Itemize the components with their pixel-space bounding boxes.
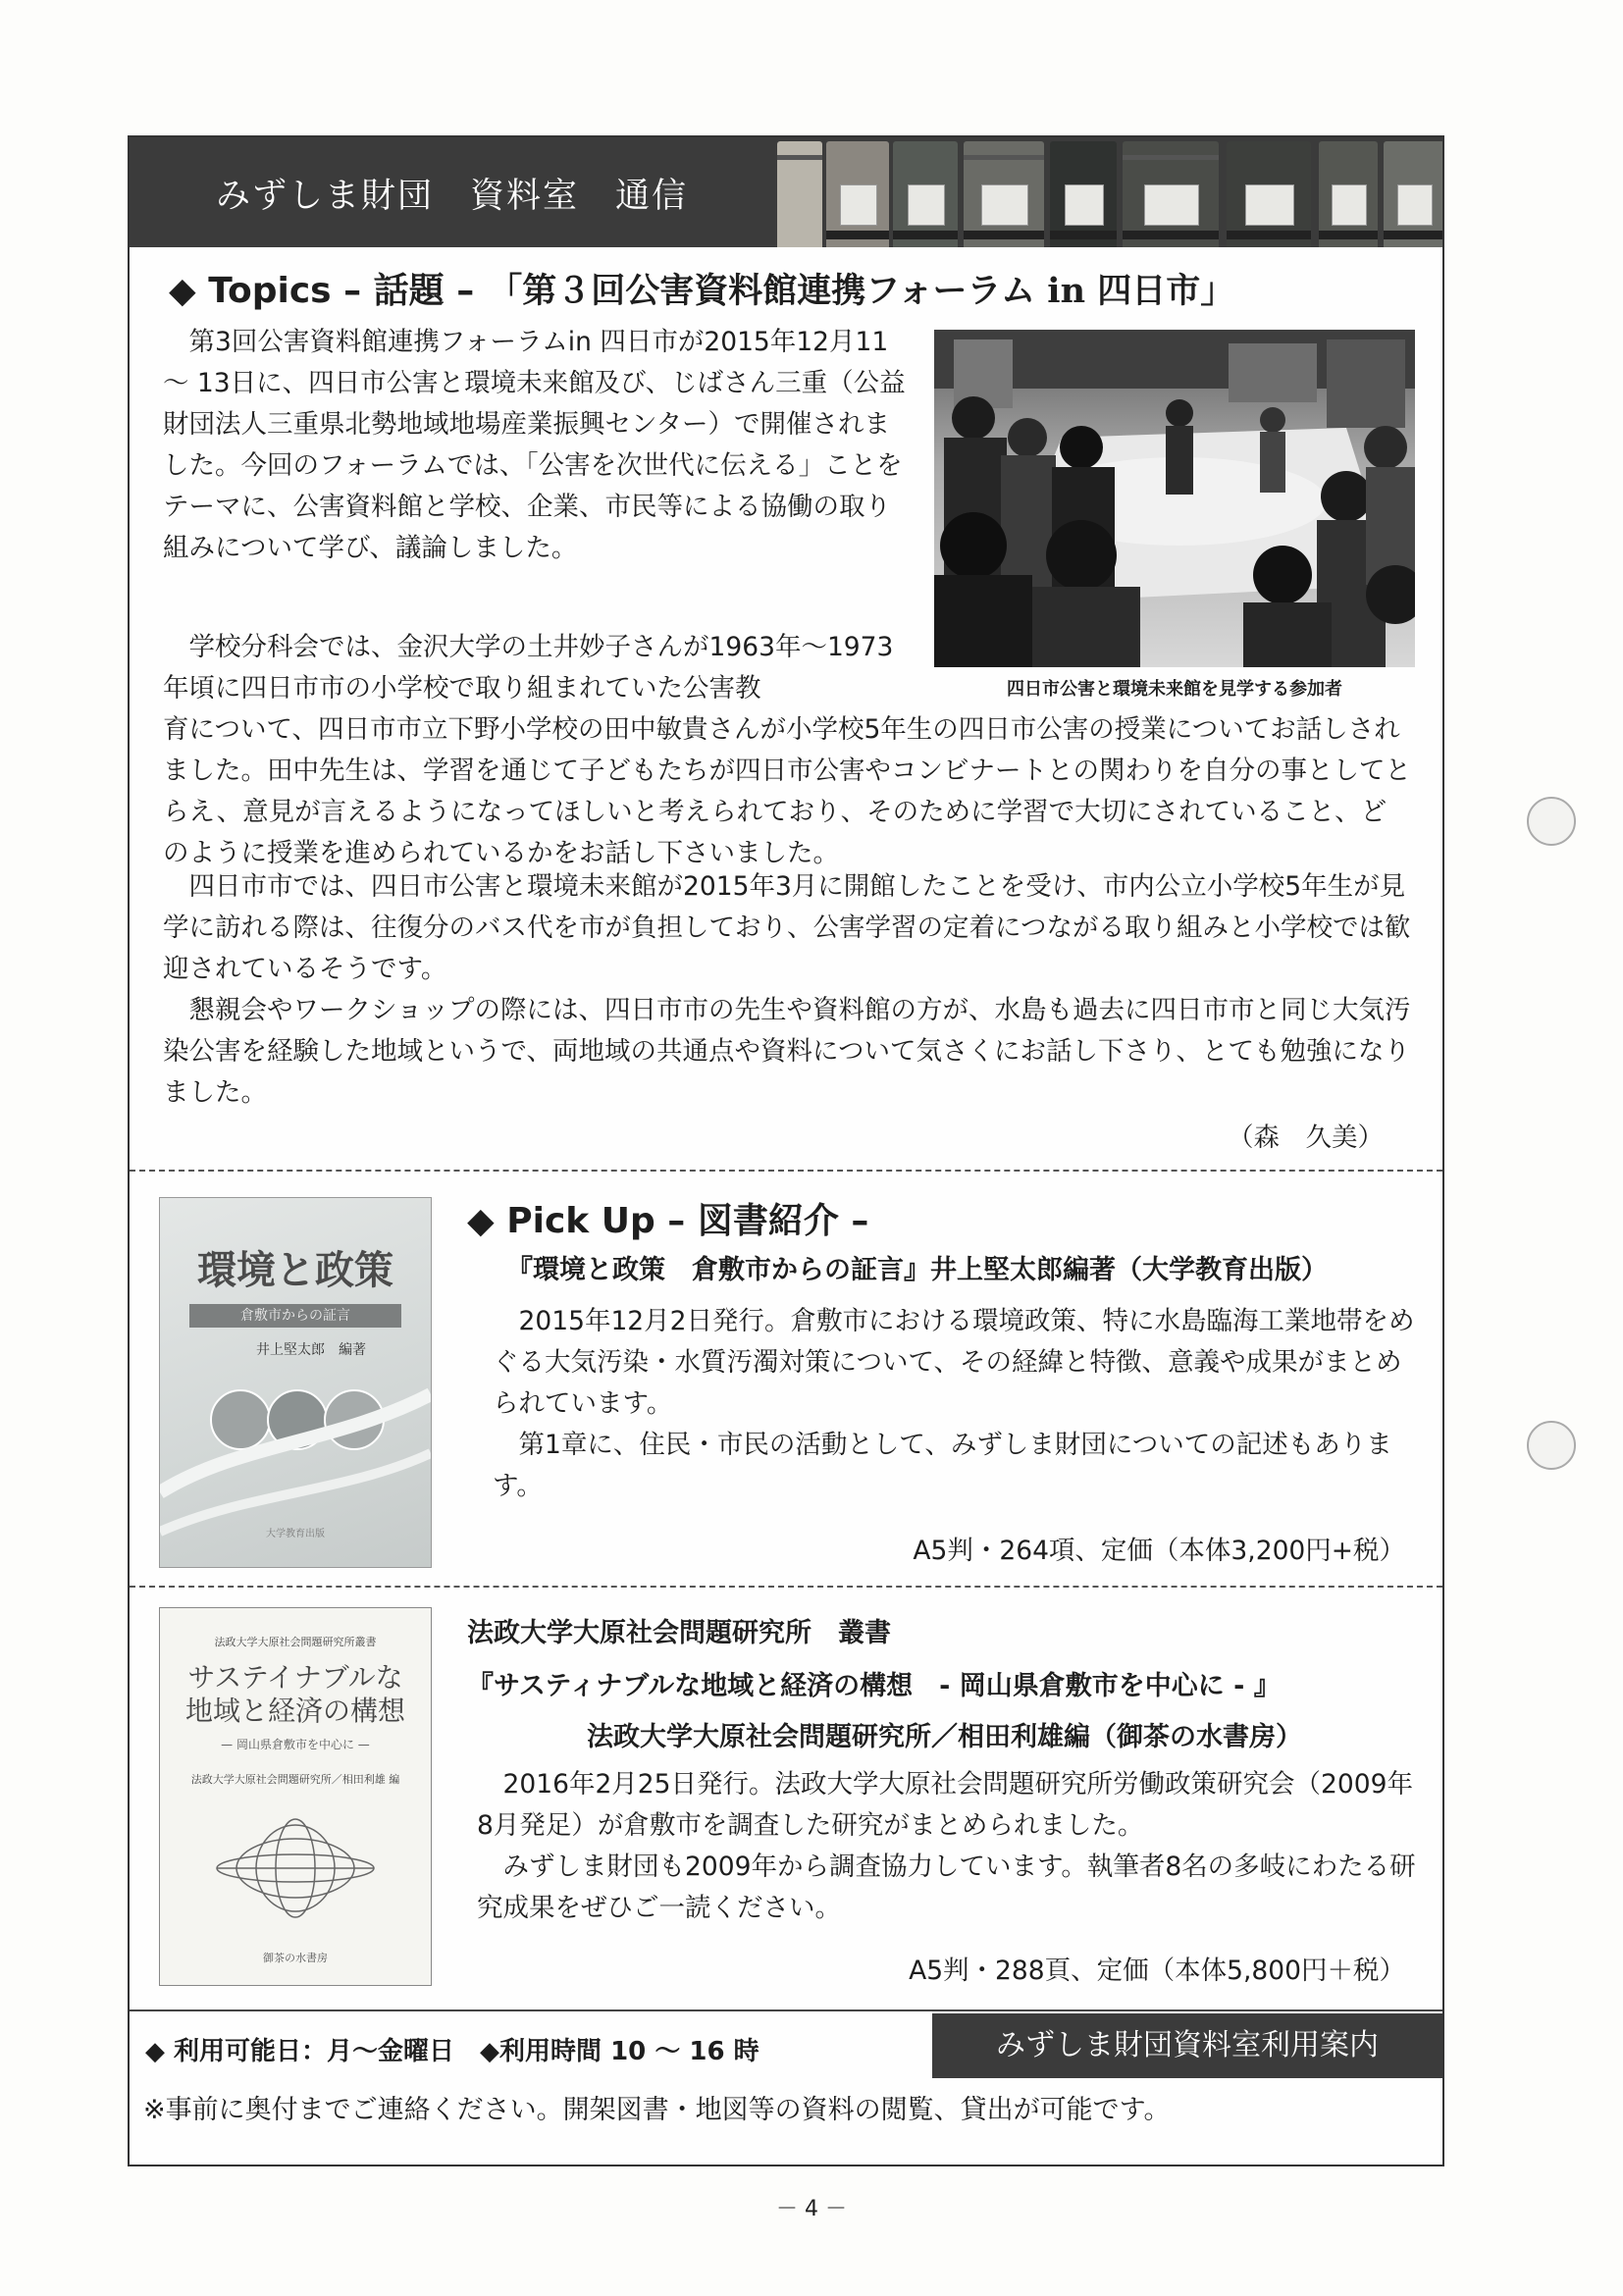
section-divider <box>130 1170 1442 1172</box>
opening-hours: ◆ 利用可能日：月～金曜日 ◆利用時間 10 ～ 16 時 <box>145 2037 759 2066</box>
cover-title: サステイナブルな 地域と経済の構想 <box>184 1661 405 1727</box>
cover-publisher: 大学教育出版 <box>266 1529 325 1539</box>
topics-paragraph: 懇親会やワークショップの際には、四日市市の先生や資料館の方が、水島も過去に四日市市と同じ大気汚染公害を経験した地域というで、両地域の共通点や資料について気さくにお話し下さり、とても勉強になりました。 <box>163 995 1411 1108</box>
footer-divider <box>130 2009 1442 2011</box>
book1-title: 『環境と政策 倉敷市からの証言』井上堅太郎編著（大学教育出版） <box>506 1255 1328 1285</box>
cover-subtitle: — 岡山県倉敷市を中心に — <box>221 1738 370 1751</box>
forum-photo <box>934 330 1415 667</box>
cover-subtitle: 倉敷市からの証言 <box>189 1304 401 1328</box>
topics-paragraph: 第3回公害資料館連携フォーラムin 四日市が2015年12月11 ～ 13日に、四日市公害と環境未来館及び、じばさん三重（公益財団法人三重県北勢地域地場産業振興センター）で開催されました。今回のフォーラムでは、「公害を次世代に伝える」ことをテーマに、公害資料館と学校、企業、市民等による協働の取り組みについて学び、議論しました。 <box>163 327 906 563</box>
book-cover-kankyo <box>159 1197 432 1568</box>
photo-caption: 四日市公害と環境未来館を見学する参加者 <box>1007 679 1342 700</box>
book-cover-sustainable <box>159 1607 432 1986</box>
book2-paragraph: 2016年2月25日発行。法政大学大原社会問題研究所労働政策研究会（2009年8月発足）が倉敷市を調査した研究がまとめられました。 <box>477 1769 1413 1841</box>
book1-paragraph: 2015年12月2日発行。倉敷市における環境政策、特に水島臨海工業地帯をめぐる大気汚染・水質汚濁対策について、その経緯と特徴、意義や成果がまとめられています。 <box>493 1306 1415 1419</box>
book2-price: A5判・288頁、定価（本体5,800円＋税） <box>909 1956 1405 1986</box>
book1-price: A5判・264項、定価（本体3,200円+税） <box>913 1536 1405 1566</box>
forum-title: 「第３回公害資料館連携フォーラム in 四日市」 <box>488 271 1235 311</box>
topics-paragraph: 育について、四日市市立下野小学校の田中敏貴さんが小学校5年生の四日市公害の授業についてお話しされました。田中先生は、学習を通じて子どもたちが四日市公害やコンビナートとの関わりを自分の事としてとらえ、意見が言えるようになってほしいと考えられており、そのために学習で大切にされていること、どのように授業を進められているかをお話し下さいました。 <box>163 714 1411 868</box>
cover-series: 法政大学大原社会問題研究所叢書 <box>214 1636 377 1648</box>
cover-title: 環境と政策 <box>197 1247 393 1293</box>
pickup-heading: ◆ Pick Up – 図書紹介 – <box>467 1201 869 1241</box>
topics-label: ◆ Topics – 話題 – <box>169 271 475 311</box>
book2-paragraph: みずしま財団も2009年から調査協力しています。執筆者8名の多岐にわたる研究成果をぜひご一読ください。 <box>477 1852 1416 1923</box>
cover-publisher: 御茶の水書房 <box>263 1952 328 1964</box>
newsletter-frame <box>128 135 1444 2166</box>
reading-room-guide-badge: みずしま財団資料室利用案内 <box>932 2013 1442 2078</box>
contact-note: ※事前に奥付までご連絡ください。開架図書・地図等の資料の閲覧、貸出が可能です。 <box>143 2095 1171 2125</box>
masthead <box>130 137 1442 247</box>
topics-heading <box>169 263 1234 313</box>
book2-title: 『サスティナブルな地域と経済の構想 - 岡山県倉敷市を中心に - 』 <box>467 1671 1281 1701</box>
article-author: （森 久美） <box>1228 1122 1384 1153</box>
topics-paragraph: 四日市市では、四日市公害と環境未来館が2015年3月に開館したことを受け、市内公立小学校5年生が見学に訪れる際は、往復分のバス代を市が負担しており、公害学習の定着につながる取り組みと小学校では歓迎されているそうです。 <box>163 871 1411 984</box>
binder-hole <box>1527 797 1576 846</box>
book2-series: 法政大学大原社会問題研究所 叢書 <box>467 1618 891 1648</box>
book1-paragraph: 第1章に、住民・市民の活動として、みずしま財団についての記述もあります。 <box>493 1430 1392 1501</box>
binder-hole <box>1527 1421 1576 1470</box>
book2-editor: 法政大学大原社会問題研究所／相田利雄編（御茶の水書房） <box>587 1722 1302 1752</box>
masthead-title: みずしま財団 資料室 通信 <box>216 177 689 216</box>
topics-paragraph: 学校分科会では、金沢大学の土井妙子さんが1963年～1973年頃に四日市市の小学校で取り組まれていた公害教 <box>163 632 894 704</box>
page-number: － 4 － <box>776 2197 847 2221</box>
section-divider <box>130 1586 1442 1588</box>
cover-ornament <box>209 1814 382 1922</box>
bookshelf-image <box>777 137 1442 247</box>
cover-editor: 法政大学大原社会問題研究所／相田利雄 編 <box>190 1773 400 1786</box>
cover-author: 井上堅太郎 編著 <box>256 1342 366 1358</box>
